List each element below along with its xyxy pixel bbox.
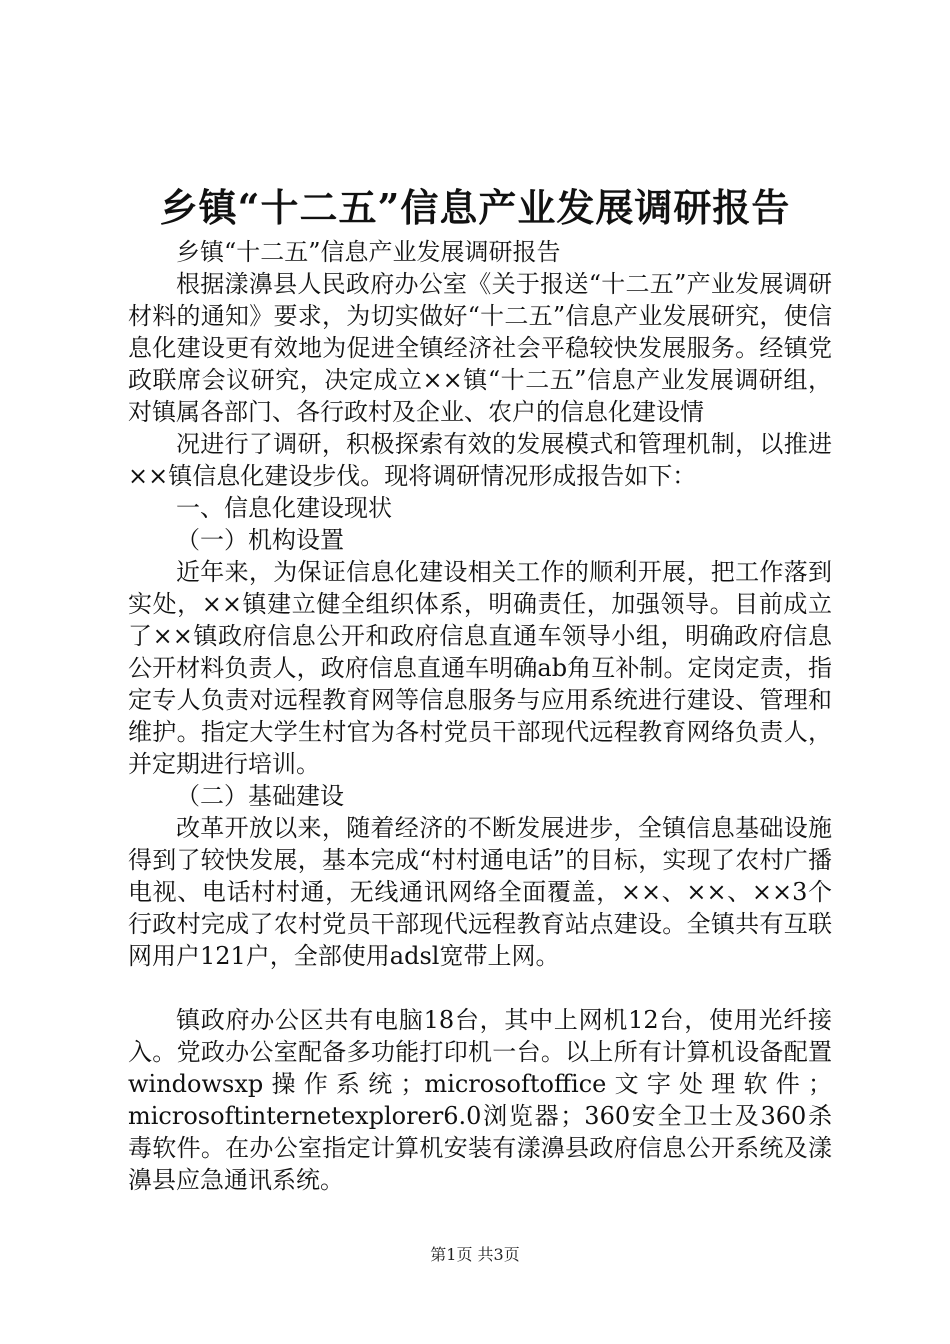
paragraph-organization: 近年来，为保证信息化建设相关工作的顺利开展，把工作落到实处，××镇建立健全组织体系，明确责任，加强领导。目前成立了××镇政府信息公开和政府信息直通车领导小组，明确政府信息公开材料负责人，政府信息直通车明确ab角互补制。定岗定责，指定专人负责对远程教育网等信息服务与应用系统进行建设、管理和维护。指定大学生村官为各村党员干部现代远程教育网络负责人，并定期进行培训。 xyxy=(128,558,832,778)
document-body xyxy=(128,236,832,1196)
paragraph-intro: 根据漾濞县人民政府办公室《关于报送“十二五”产业发展调研材料的通知》要求，为切实做好“十二五”信息产业发展研究，使信息化建设更有效地为促进全镇经济社会平稳较快发展服务。经镇党政联席会议研究，决定成立××镇“十二五”信息产业发展调研组，对镇属各部门、各行政村及企业、农户的信息化建设情 xyxy=(128,270,832,426)
subsection-heading-organization: （一）机构设置 xyxy=(176,526,344,554)
paragraph-infrastructure: 改革开放以来，随着经济的不断发展进步，全镇信息基础设施得到了较快发展，基本完成“村村通电话”的目标，实现了农村广播电视、电话村村通，无线通讯网络全面覆盖，××、××、××3个行政村完成了农村党员干部现代远程教育站点建设。全镇共有互联网用户121户，全部使用adsl宽带上网。 xyxy=(128,814,832,970)
document-title: 乡镇“十二五”信息产业发展调研报告 xyxy=(159,185,791,230)
paragraph-office-equipment: 镇政府办公区共有电脑18台，其中上网机12台，使用光纤接入。党政办公室配备多功能打印机一台。以上所有计算机设备配置windowsxp操作系统；microsoftoffice文字处理软件；microsoftinternetexplorer6.0浏览器；360安全卫士及360杀毒软件。在办公室指定计算机安装有漾濞县政府信息公开系统及漾濞县应急通讯系统。 xyxy=(128,1006,832,1194)
subsection-heading-infrastructure: （二）基础建设 xyxy=(176,782,344,810)
page-number: 第1页 共3页 xyxy=(430,1245,520,1264)
paragraph-intro-continued: 况进行了调研，积极探索有效的发展模式和管理机制，以推进××镇信息化建设步伐。现将调研情况形成报告如下： xyxy=(128,430,832,490)
paragraph-subtitle: 乡镇“十二五”信息产业发展调研报告 xyxy=(176,238,561,266)
section-heading-status: 一、信息化建设现状 xyxy=(176,494,392,522)
